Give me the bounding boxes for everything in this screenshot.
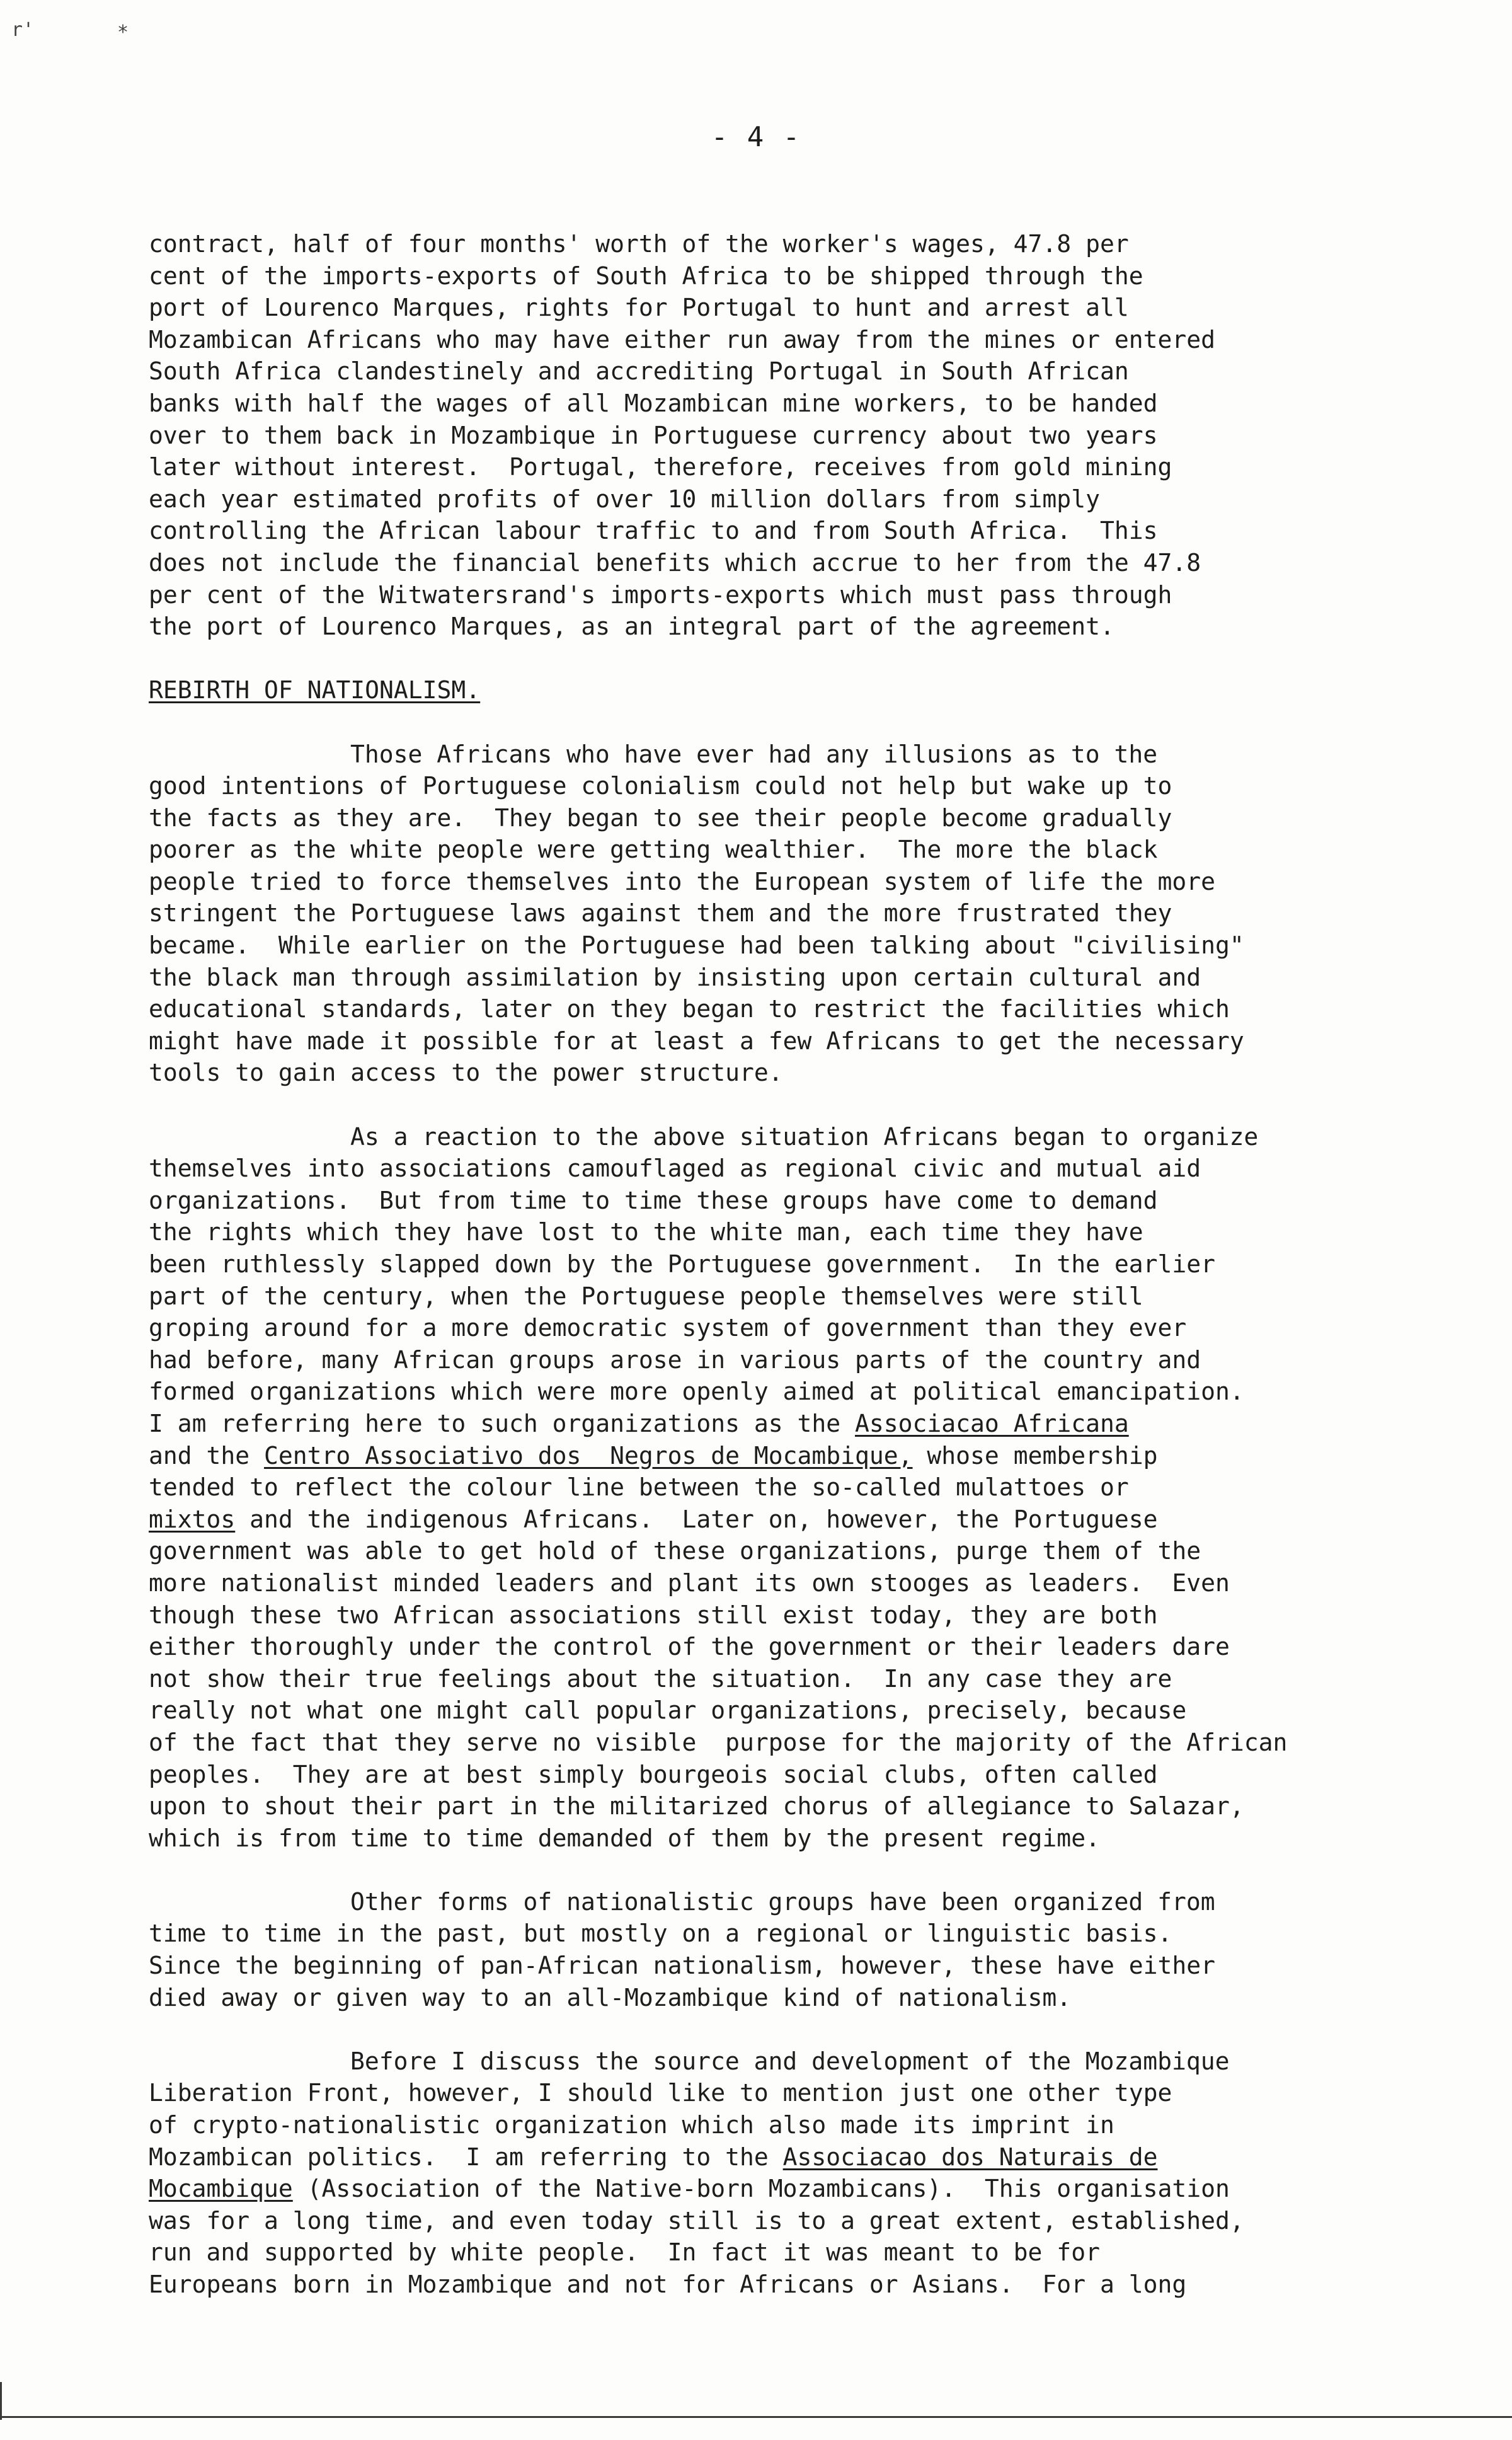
text-line: the rights which they have lost to the white man, each time they have	[149, 1218, 1143, 1246]
text-line: groping around for a more democratic system of government than they ever	[149, 1314, 1187, 1342]
text-line: government was able to get hold of these organizations, purge them of the	[149, 1537, 1201, 1565]
text-line: organizations. But from time to time these groups have come to demand	[149, 1186, 1158, 1214]
text-line: controlling the African labour traffic to and from South Africa. This	[149, 517, 1158, 545]
organization-name: Associacao dos Naturais de	[782, 2143, 1158, 2171]
text-line: had before, many African groups arose in various parts of the country and	[149, 1345, 1201, 1374]
scan-edge	[0, 2382, 2, 2420]
scan-speck: *	[117, 21, 129, 43]
page-number: - 4 -	[711, 121, 801, 153]
text-line: port of Lourenco Marques, rights for Portugal to hunt and arrest all	[149, 294, 1129, 322]
text-line: became. While earlier on the Portuguese had been talking about "civilising"	[149, 931, 1244, 960]
text-segment: Mozambican politics. I am referring to the	[149, 2143, 783, 2171]
text-line: part of the century, when the Portuguese people themselves were still	[149, 1282, 1143, 1310]
text-line: peoples. They are at best simply bourgeois social clubs, often called	[149, 1760, 1158, 1788]
page-bottom-rule	[0, 2416, 1512, 2418]
text-line: died away or given way to an all-Mozambique kind of nationalism.	[149, 1983, 1072, 2011]
text-line: educational standards, later on they began to restrict the facilities which	[149, 995, 1230, 1023]
section-heading-block	[149, 674, 1446, 706]
text-segment: and the indigenous Africans. Later on, however, the Portuguese	[235, 1505, 1158, 1533]
text-line	[149, 739, 1446, 771]
organization-name: Associacao Africana	[855, 1409, 1129, 1437]
text-line: banks with half the wages of all Mozambican mine workers, to be handed	[149, 389, 1158, 417]
underlined-term: mixtos	[149, 1505, 236, 1533]
paragraph-5	[149, 2046, 1446, 2301]
text-line: cent of the imports-exports of South Africa to be shipped through the	[149, 262, 1143, 290]
text-line-content: Other forms of nationalistic groups have been organized from	[350, 1887, 1215, 1916]
section-heading: REBIRTH OF NATIONALISM.	[149, 676, 481, 705]
text-line: does not include the financial benefits which accrue to her from the 47.8	[149, 548, 1201, 577]
text-line-content: As a reaction to the above situation Africans began to organize	[350, 1122, 1259, 1151]
paragraph-2	[149, 739, 1446, 1090]
body-text	[149, 228, 1446, 2332]
text-line: Liberation Front, however, I should like to mention just one other type	[149, 2079, 1172, 2107]
text-line: of crypto-nationalistic organization which also made its imprint in	[149, 2111, 1114, 2139]
text-line: which is from time to time demanded of them by the present regime.	[149, 1824, 1100, 1852]
text-line: the port of Lourenco Marques, as an integral part of the agreement.	[149, 613, 1114, 641]
text-segment: (Association of the Native-born Mozambicans). This organisation	[292, 2175, 1230, 2203]
text-line: the facts as they are. They began to see their people become gradually	[149, 803, 1172, 832]
text-line-content: Those Africans who have ever had any illusions as to the	[350, 740, 1158, 768]
text-line: tools to gain access to the power structure.	[149, 1059, 783, 1087]
text-line: people tried to force themselves into the European system of life the more	[149, 867, 1215, 895]
text-segment: I am referring here to such organizations as the	[149, 1409, 856, 1437]
text-line: tended to reflect the colour line between the so-called mulattoes or	[149, 1473, 1129, 1502]
text-line	[149, 1886, 1446, 1918]
text-line	[149, 2046, 1446, 2078]
paragraph-4	[149, 1886, 1446, 2013]
text-line: really not what one might call popular organizations, precisely, because	[149, 1696, 1187, 1725]
text-line: Mozambican Africans who may have either run away from the mines or entered	[149, 325, 1215, 354]
organization-name: Centro Associativo dos Negros de Mocambique,	[264, 1441, 913, 1470]
text-line: not show their true feelings about the situation. In any case they are	[149, 1664, 1172, 1693]
text-segment: and the	[149, 1441, 265, 1470]
text-line: good intentions of Portuguese colonialism could not help but wake up to	[149, 772, 1172, 800]
text-line: run and supported by white people. In fact it was meant to be for	[149, 2238, 1100, 2267]
text-line: stringent the Portuguese laws against them and the more frustrated they	[149, 899, 1172, 928]
text-line: Europeans born in Mozambique and not for Africans or Asians. For a long	[149, 2270, 1187, 2298]
text-line-content: Before I discuss the source and development of the Mozambique	[350, 2047, 1230, 2075]
text-line: per cent of the Witwatersrand's imports-exports which must pass through	[149, 580, 1172, 609]
text-line: time to time in the past, but mostly on a regional or linguistic basis.	[149, 1919, 1172, 1948]
text-line: either thoroughly under the control of the government or their leaders dare	[149, 1633, 1230, 1661]
scan-speck: r'	[11, 19, 35, 41]
text-line: though these two African associations still exist today, they are both	[149, 1601, 1158, 1629]
text-line	[149, 1504, 1446, 1536]
text-line: formed organizations which were more openly aimed at political emancipation.	[149, 1378, 1244, 1406]
text-line	[149, 1408, 1446, 1440]
text-line: the black man through assimilation by insisting upon certain cultural and	[149, 963, 1201, 991]
text-line: contract, half of four months' worth of the worker's wages, 47.8 per	[149, 230, 1129, 258]
text-line: South Africa clandestinely and accrediting Portugal in South African	[149, 357, 1129, 386]
text-segment: whose membership	[912, 1441, 1158, 1470]
paragraph-3	[149, 1121, 1446, 1855]
text-line: Since the beginning of pan-African nationalism, however, these have either	[149, 1952, 1215, 1980]
text-line: more nationalist minded leaders and plant its own stooges as leaders. Even	[149, 1568, 1230, 1597]
text-line: was for a long time, and even today still is to a great extent, established,	[149, 2206, 1244, 2235]
text-line: poorer as the white people were getting wealthier. The more the black	[149, 836, 1158, 864]
organization-name: Mocambique	[149, 2175, 293, 2203]
text-line: over to them back in Mozambique in Portuguese currency about two years	[149, 421, 1158, 449]
text-line	[149, 1121, 1446, 1153]
text-line: of the fact that they serve no visible purpose for the majority of the African	[149, 1728, 1288, 1756]
text-line: been ruthlessly slapped down by the Portuguese government. In the earlier	[149, 1250, 1215, 1278]
text-line: upon to shout their part in the militarized chorus of allegiance to Salazar,	[149, 1792, 1244, 1821]
text-line	[149, 2173, 1446, 2205]
text-line: each year estimated profits of over 10 million dollars from simply	[149, 485, 1100, 513]
text-line	[149, 1440, 1446, 1472]
text-line: later without interest. Portugal, therefore, receives from gold mining	[149, 453, 1172, 481]
text-line	[149, 2141, 1446, 2173]
text-line: themselves into associations camouflaged as regional civic and mutual aid	[149, 1154, 1201, 1183]
text-line: might have made it possible for at least a few Africans to get the necessary	[149, 1027, 1244, 1055]
paragraph-1	[149, 228, 1446, 643]
